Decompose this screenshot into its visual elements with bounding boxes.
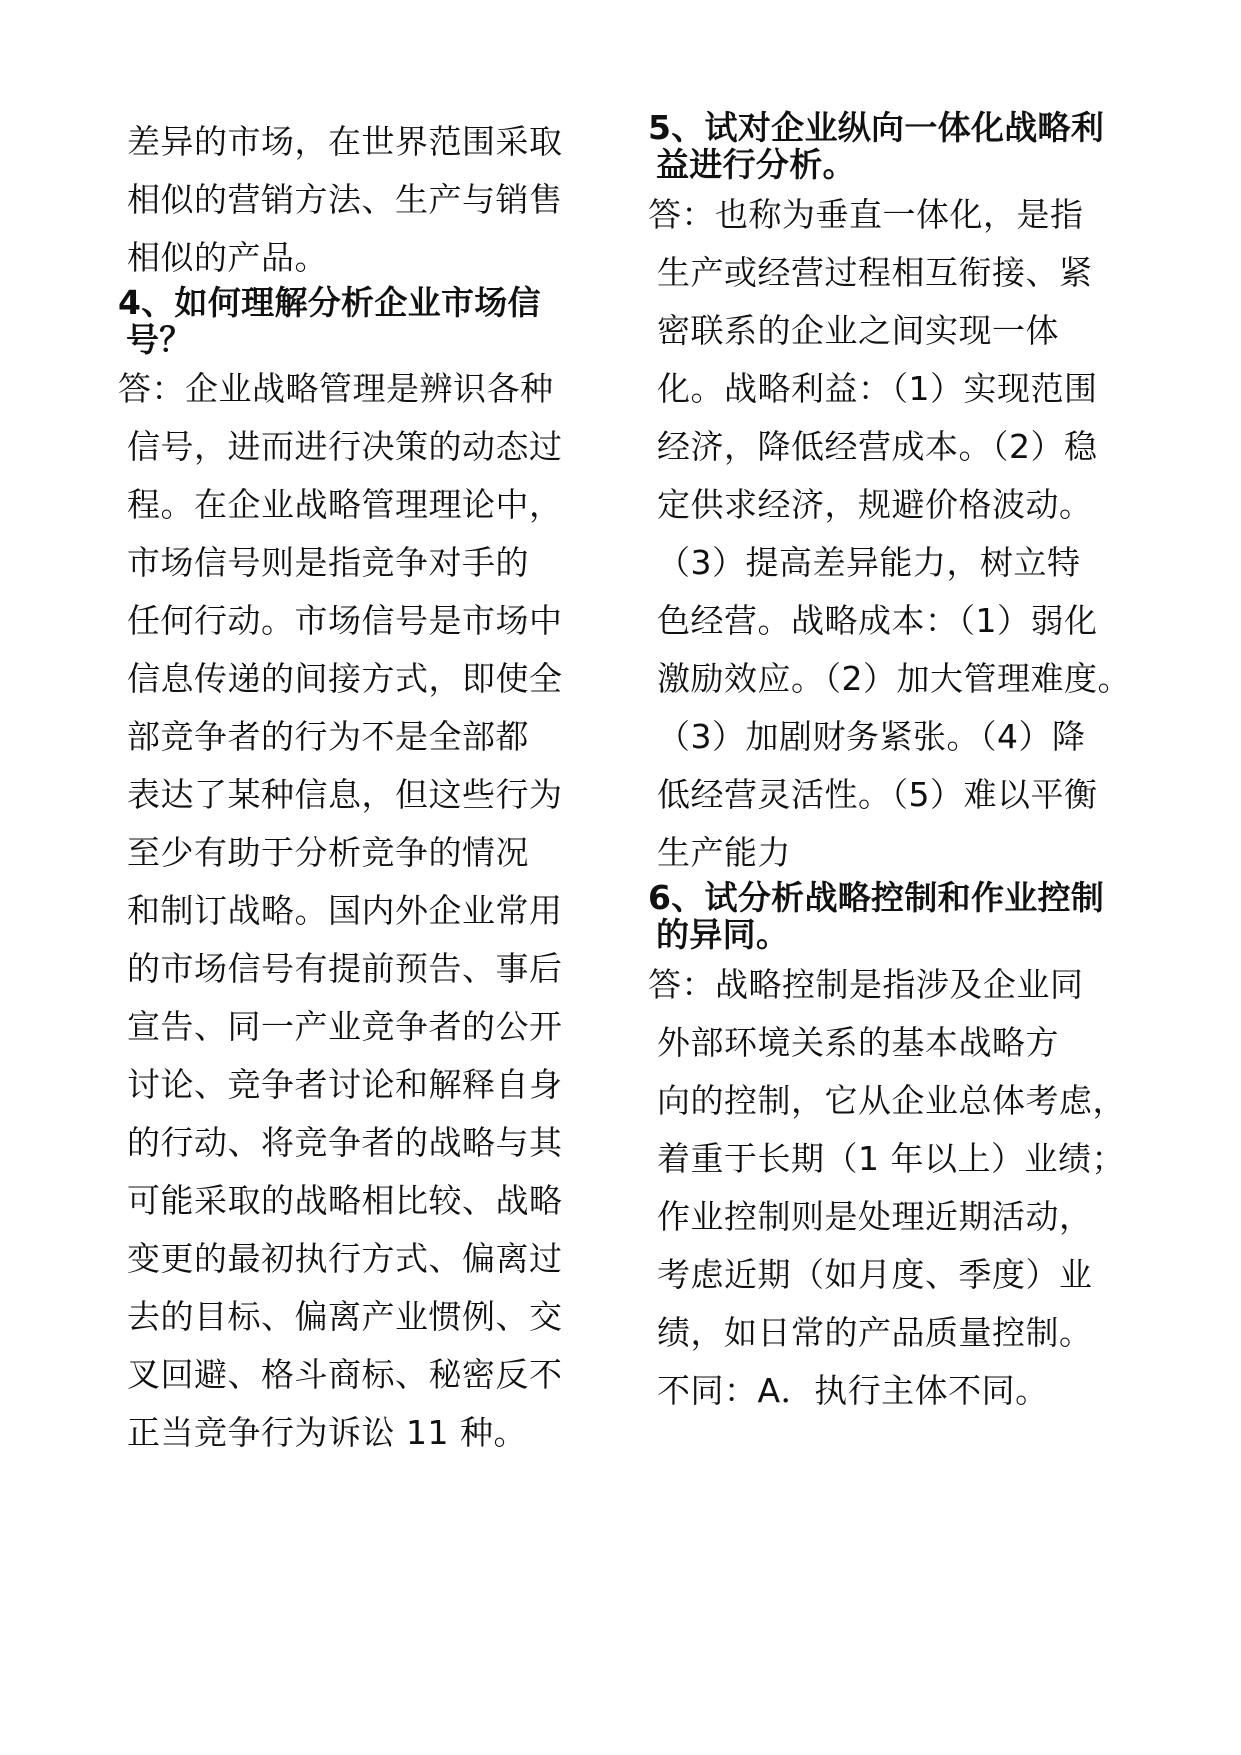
answer-text-line: 答：战略控制是指涉及企业同 [648, 965, 1084, 1004]
answer-text-line: 经济，降低经营成本。（2）稳 [657, 427, 1098, 466]
question-heading: 号？ [126, 320, 193, 359]
answer-text-line: （3）加剧财务紧张。（4）降 [657, 717, 1086, 756]
answer-text-line: 外部环境关系的基本战略方 [657, 1023, 1059, 1062]
answer-text-line: 化。战略利益：（1）实现范围 [657, 369, 1098, 408]
answer-text-line: 答：企业战略管理是辨识各种 [118, 369, 554, 408]
question-heading: 益进行分析。 [656, 145, 856, 184]
answer-text-line: （3）提高差异能力，树立特 [657, 543, 1081, 582]
answer-text-line: 表达了某种信息，但这些行为 [127, 775, 563, 814]
answer-text-line: 考虑近期（如月度、季度）业 [657, 1255, 1093, 1294]
answer-text-line: 向的控制，它从企业总体考虑， [657, 1081, 1126, 1120]
answer-text-line: 市场信号则是指竞争对手的 [127, 543, 529, 582]
answer-text-line: 变更的最初执行方式、偏离过 [127, 1239, 563, 1278]
answer-text-line: 可能采取的战略相比较、战略 [127, 1181, 563, 1220]
answer-text-line: 讨论、竞争者讨论和解释自身 [127, 1065, 563, 1104]
answer-text-line: 正当竞争行为诉讼 11 种。 [127, 1413, 527, 1452]
answer-text-line: 绩，如日常的产品质量控制。 [657, 1313, 1093, 1352]
answer-text-line: 生产或经营过程相互衔接、紧 [657, 253, 1093, 292]
answer-text-line: 低经营灵活性。（5）难以平衡 [657, 775, 1098, 814]
body-text-line: 相似的产品。 [127, 238, 328, 277]
answer-text-line: 答：也称为垂直一体化，是指 [648, 195, 1084, 234]
answer-text-line: 的市场信号有提前预告、事后 [127, 949, 563, 988]
answer-text-line: 信号，进而进行决策的动态过 [127, 427, 563, 466]
question-heading: 4、如何理解分析企业市场信 [118, 283, 541, 322]
answer-text-line: 程。在企业战略管理理论中， [127, 485, 563, 524]
answer-text-line: 任何行动。市场信号是市场中 [127, 601, 563, 640]
answer-text-line: 叉回避、格斗商标、秘密反不 [127, 1355, 563, 1394]
answer-text-line: 生产能力 [657, 833, 791, 872]
question-heading: 的异同。 [656, 915, 790, 954]
question-heading: 6、试分析战略控制和作业控制 [648, 878, 1105, 917]
answer-text-line: 的行动、将竞争者的战略与其 [127, 1123, 563, 1162]
answer-text-line: 作业控制则是处理近期活动， [657, 1197, 1093, 1236]
answer-text-line: 色经营。战略成本：（1）弱化 [657, 601, 1098, 640]
answer-text-line: 信息传递的间接方式，即使全 [127, 659, 563, 698]
answer-text-line: 宣告、同一产业竞争者的公开 [127, 1007, 563, 1046]
answer-text-line: 至少有助于分析竞争的情况 [127, 833, 529, 872]
answer-text-line: 着重于长期（1 年以上）业绩； [657, 1139, 1125, 1178]
body-text-line: 差异的市场，在世界范围采取 [127, 122, 563, 161]
answer-text-line: 不同：A．执行主体不同。 [657, 1371, 1049, 1410]
body-text-line: 相似的营销方法、生产与销售 [127, 180, 563, 219]
answer-text-line: 激励效应。（2）加大管理难度。 [657, 659, 1131, 698]
answer-text-line: 去的目标、偏离产业惯例、交 [127, 1297, 563, 1336]
answer-text-line: 密联系的企业之间实现一体 [657, 311, 1059, 350]
question-heading: 5、试对企业纵向一体化战略利 [648, 108, 1105, 147]
answer-text-line: 定供求经济，规避价格波动。 [657, 485, 1093, 524]
answer-text-line: 部竞争者的行为不是全部都 [127, 717, 529, 756]
answer-text-line: 和制订战略。国内外企业常用 [127, 891, 563, 930]
